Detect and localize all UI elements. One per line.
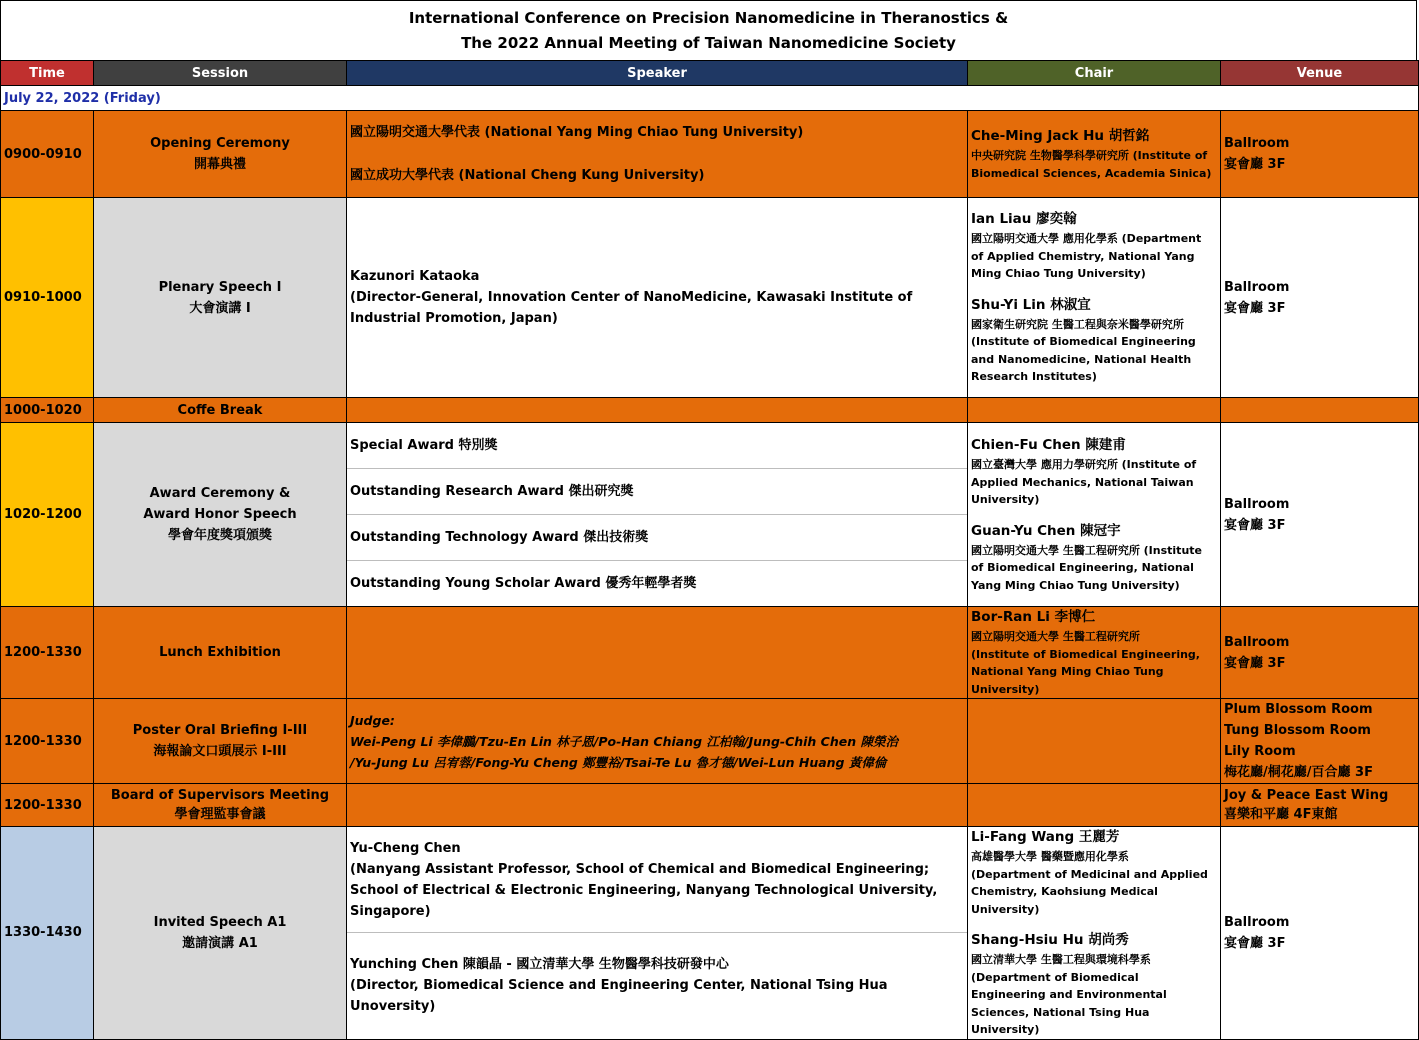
chair-affiliation: (Institute of Biomedical Engineering, National Yang Ming Chiao Tung University): [971, 647, 1200, 696]
session-title-zh: 開幕典禮: [193, 157, 246, 172]
table-row: [1, 198, 1419, 398]
session-cell: [94, 111, 347, 198]
judge-list: /Yu-Jung Lu 呂宥蓉/Fong-Yu Cheng 鄭豐裕/Tsai-Te Lu 魯才德/Wei-Lun Huang 黃偉倫: [350, 754, 887, 770]
speaker-cell: [347, 784, 968, 827]
venue-name: Ballroom: [1224, 279, 1290, 295]
speaker-cell: [347, 607, 968, 699]
session-cell: [94, 784, 347, 827]
speaker-name: Kazunori Kataoka: [350, 269, 480, 284]
session-title-zh: 學會理監事會議: [174, 807, 266, 822]
title-line-2: The 2022 Annual Meeting of Taiwan Nanomedicine Society: [461, 34, 956, 52]
chair-name: Chien-Fu Chen 陳建甫: [971, 437, 1126, 453]
venue-cell: [1221, 398, 1419, 423]
session-title: Poster Oral Briefing I-III: [132, 723, 308, 738]
chair-affiliation: (Department of Medicinal and Applied Chemistry, Kaohsiung Medical University): [971, 867, 1208, 916]
chair-name: Shang-Hsiu Hu 胡尚秀: [971, 932, 1129, 948]
chair-name: Ian Liau 廖奕翰: [971, 211, 1077, 228]
award-item: Outstanding Research Award 傑出研究獎: [347, 469, 967, 515]
table-row: [1, 398, 1419, 423]
chair-cell: [968, 827, 1221, 1040]
header-venue: Venue: [1221, 61, 1419, 86]
time-cell: 1020-1200: [1, 423, 94, 607]
session-title: Invited Speech A1: [153, 914, 287, 930]
table-row: [1, 699, 1419, 784]
chair-affiliation: 國立陽明交通大學 生醫工程研究所 (Institute of Biomedical Engineering, National Yang Ming Chiao Tung University): [971, 543, 1202, 592]
speaker-cell: [347, 198, 968, 398]
chair-affiliation: (Department of Biomedical Engineering and Environmental Sciences, National Tsing Hua University): [971, 970, 1167, 1036]
title-line-1: International Conference on Precision Nanomedicine in Theranostics &: [408, 9, 1009, 27]
session-cell: Lunch Exhibition: [94, 607, 347, 699]
venue-floor: 宴會廳 3F: [1224, 935, 1286, 951]
session-title: Opening Ceremony: [150, 136, 290, 151]
time-cell: 0910-1000: [1, 198, 94, 398]
venue-cell: [1221, 784, 1419, 827]
time-cell: 1330-1430: [1, 827, 94, 1040]
chair-affiliation: 國立陽明交通大學 生醫工程研究所: [971, 630, 1140, 643]
session-title: Board of Supervisors Meeting: [110, 788, 330, 803]
speaker-cell: [347, 699, 968, 784]
chair-cell: [968, 398, 1221, 423]
chair-name: Li-Fang Wang 王麗芳: [971, 829, 1120, 845]
speaker-block: [347, 827, 967, 933]
schedule-table: [0, 60, 1419, 1040]
speaker-cell: [347, 423, 968, 607]
award-item: Special Award 特別獎: [347, 423, 967, 469]
venue-cell: [1221, 423, 1419, 607]
date-row: [1, 86, 1419, 111]
award-item: Outstanding Technology Award 傑出技術獎: [347, 515, 967, 561]
venue-name: Ballroom: [1224, 914, 1290, 930]
venue-name: Tung Blossom Room: [1224, 723, 1371, 738]
session-cell: [94, 699, 347, 784]
session-title-zh: 大會演講 I: [189, 300, 251, 316]
judge-label: Judge:: [350, 712, 395, 728]
venue-floor: 宴會廳 3F: [1224, 300, 1286, 316]
chair-affiliation: 國立臺灣大學 應用力學研究所 (Institute of Applied Mechanics, National Taiwan University): [971, 458, 1197, 506]
speaker-affiliation: (Director-General, Innovation Center of NanoMedicine, Kawasaki Institute of Industrial Promotion, Japan): [350, 290, 913, 326]
time-cell: 1200-1330: [1, 607, 94, 699]
table-row: [1, 827, 1419, 1040]
speaker-cell: [347, 398, 968, 423]
session-cell: [94, 198, 347, 398]
venue-cell: [1221, 198, 1419, 398]
chair-affiliation: 高雄醫學大學 醫藥暨應用化學系: [971, 850, 1129, 863]
time-cell: 1200-1330: [1, 699, 94, 784]
speaker-cell: [347, 827, 968, 1040]
venue-name: Plum Blossom Room: [1224, 702, 1373, 717]
venue-floor: 喜樂和平廳 4F東館: [1224, 807, 1338, 822]
session-cell: [94, 827, 347, 1040]
table-row: [1, 111, 1419, 198]
venue-cell: [1221, 111, 1419, 198]
venue-floor: 宴會廳 3F: [1224, 655, 1286, 671]
chair-affiliation: 國家衛生研究院 生醫工程與奈米醫學研究所 (Institute of Biomedical Engineering and Nanomedicine, National Health Research Institutes): [971, 317, 1196, 384]
venue-name: Ballroom: [1224, 496, 1290, 512]
chair-name: Bor-Ran Li 李博仁: [971, 609, 1096, 625]
venue-name: Ballroom: [1224, 136, 1290, 151]
venue-floor: 宴會廳 3F: [1224, 157, 1286, 172]
session-cell: Coffe Break: [94, 398, 347, 423]
time-cell: 1200-1330: [1, 784, 94, 827]
chair-name: Che-Ming Jack Hu 胡哲銘: [971, 128, 1150, 144]
chair-cell: [968, 607, 1221, 699]
judge-list: Wei-Peng Li 李偉鵬/Tzu-En Lin 林子恩/Po-Han Chiang 江柏翰/Jung-Chih Chen 陳榮治: [350, 733, 898, 749]
time-cell: 1000-1020: [1, 398, 94, 423]
chair-name: Guan-Yu Chen 陳冠宇: [971, 522, 1121, 539]
speaker-text: 國立陽明交通大學代表 (National Yang Ming Chiao Tung University): [350, 125, 804, 140]
venue-floor: 宴會廳 3F: [1224, 517, 1286, 533]
header-row: [1, 61, 1419, 86]
venue-floor: 梅花廳/桐花廳/百合廳 3F: [1224, 765, 1373, 780]
page-title: [0, 0, 1417, 60]
date-label: July 22, 2022 (Friday): [1, 86, 1419, 111]
table-row: [1, 607, 1419, 699]
chair-cell: [968, 699, 1221, 784]
venue-name: Lily Room: [1224, 744, 1296, 759]
speaker-name: Yu-Cheng Chen: [350, 840, 461, 856]
table-row: [1, 784, 1419, 827]
venue-name: Joy & Peace East Wing: [1224, 788, 1389, 803]
speaker-cell: [347, 111, 968, 198]
chair-affiliation: 中央研究院 生物醫學科學研究所 (Institute of Biomedical Sciences, Academia Sinica): [971, 149, 1212, 180]
speaker-affiliation: (Nanyang Assistant Professor, School of Chemical and Biomedical Engineering; School of Electrical & Electronic Engineering, Nanyang Technological University, Singapore): [350, 861, 938, 919]
table-row: [1, 423, 1419, 607]
header-time: Time: [1, 61, 94, 86]
session-title-zh: 邀請演講 A1: [182, 935, 258, 951]
chair-cell: [968, 198, 1221, 398]
chair-name: Shu-Yi Lin 林淑宜: [971, 296, 1091, 313]
header-chair: Chair: [968, 61, 1221, 86]
session-cell: [94, 423, 347, 607]
session-title-zh: 學會年度獎項頒獎: [167, 528, 272, 543]
chair-affiliation: 國立陽明交通大學 應用化學系 (Department of Applied Chemistry, National Yang Ming Chiao Tung University): [971, 232, 1202, 281]
chair-cell: [968, 111, 1221, 198]
chair-cell: [968, 423, 1221, 607]
award-item: Outstanding Young Scholar Award 優秀年輕學者獎: [350, 576, 697, 591]
venue-name: Ballroom: [1224, 634, 1290, 650]
session-title-zh: 海報論文口頭展示 I-III: [153, 744, 287, 759]
header-speaker: Speaker: [347, 61, 968, 86]
venue-cell: [1221, 607, 1419, 699]
session-title: Award Ceremony &: [149, 486, 291, 501]
venue-cell: [1221, 827, 1419, 1040]
header-session: Session: [94, 61, 347, 86]
speaker-text: 國立成功大學代表 (National Cheng Kung University): [350, 168, 705, 183]
venue-cell: [1221, 699, 1419, 784]
time-cell: 0900-0910: [1, 111, 94, 198]
chair-cell: [968, 784, 1221, 827]
session-title: Award Honor Speech: [143, 507, 297, 522]
speaker-name: Yunching Chen 陳韻晶 - 國立清華大學 生物醫學科技研發中心: [350, 957, 729, 973]
speaker-affiliation: (Director, Biomedical Science and Engineering Center, National Tsing Hua Unoversity): [350, 978, 888, 1015]
chair-affiliation: 國立清華大學 生醫工程與環境科學系: [971, 953, 1151, 966]
session-title: Plenary Speech I: [158, 279, 282, 295]
